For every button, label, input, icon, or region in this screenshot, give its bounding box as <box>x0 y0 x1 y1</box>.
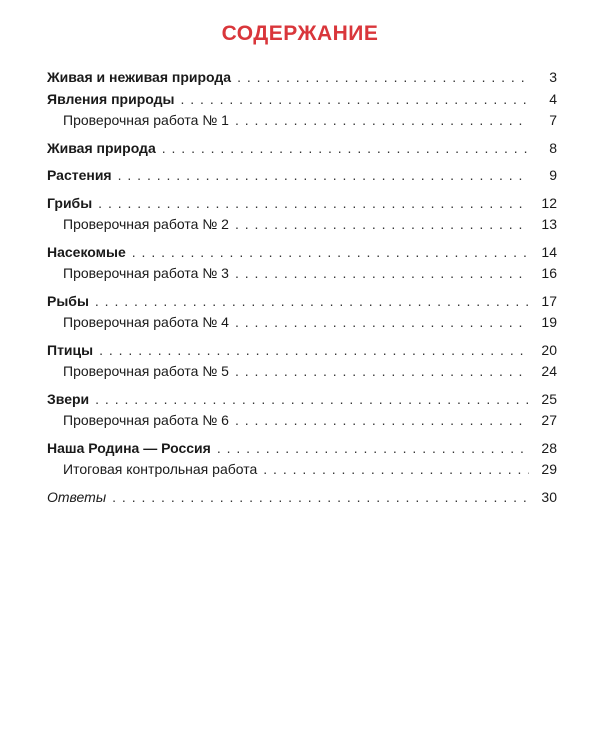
toc-entry[interactable] <box>47 214 557 236</box>
toc-page-number: 25 <box>541 390 557 407</box>
toc-entry-label: Проверочная работа № 1 <box>63 112 229 128</box>
toc-entry[interactable] <box>47 193 557 215</box>
toc-entry[interactable] <box>47 361 557 383</box>
toc-entry[interactable] <box>47 242 557 264</box>
toc-entry-label: Живая природа <box>47 139 156 156</box>
dot-leader <box>235 110 529 132</box>
dot-leader <box>180 89 529 111</box>
dot-leader <box>235 410 529 432</box>
page-title: СОДЕРЖАНИЕ <box>221 22 379 45</box>
toc-entry[interactable] <box>47 291 557 313</box>
toc-entry[interactable] <box>47 487 557 509</box>
toc-entry-label: Явления природы <box>47 90 175 107</box>
toc-page-number: 9 <box>549 167 557 183</box>
toc-entry-label: Звери <box>47 390 90 407</box>
toc-entry-label: Проверочная работа № 4 <box>63 314 229 330</box>
toc-page-number: 4 <box>549 90 557 107</box>
toc-page-number: 19 <box>541 314 557 330</box>
toc-entry[interactable] <box>47 165 557 187</box>
toc-entry-label: Растения <box>47 167 112 183</box>
toc-entry-label: Рыбы <box>47 292 89 309</box>
dot-leader <box>98 193 529 215</box>
toc-entry-label: Наша Родина — Россия <box>47 439 211 456</box>
toc-entry-label: Проверочная работа № 3 <box>63 265 229 281</box>
dot-leader <box>263 459 529 481</box>
dot-leader <box>235 263 529 285</box>
toc-entry-label: Проверочная работа № 2 <box>63 216 229 232</box>
toc-page-number: 8 <box>549 139 557 156</box>
toc-page-number: 29 <box>541 461 557 477</box>
toc-page-number: 14 <box>541 243 557 260</box>
toc-page-number: 27 <box>541 412 557 428</box>
toc-page-number: 7 <box>549 112 557 128</box>
toc-page-number: 24 <box>541 363 557 379</box>
toc-entry[interactable] <box>47 438 557 460</box>
dot-leader <box>235 361 529 383</box>
dot-leader <box>235 214 529 236</box>
toc-entry[interactable] <box>47 459 557 481</box>
toc-entry-label: Насекомые <box>47 243 126 260</box>
dot-leader <box>95 291 529 313</box>
toc-entry[interactable] <box>47 312 557 334</box>
table-of-contents <box>47 67 557 508</box>
toc-entry-label: Итоговая контрольная работа <box>63 461 258 477</box>
toc-page-number: 17 <box>541 292 557 309</box>
toc-page-number: 20 <box>541 341 557 358</box>
toc-entry-label: Проверочная работа № 6 <box>63 412 229 428</box>
toc-entry[interactable] <box>47 67 557 89</box>
dot-leader <box>237 67 529 89</box>
dot-leader <box>99 340 529 362</box>
dot-leader <box>162 138 529 160</box>
toc-page-number: 12 <box>541 194 557 211</box>
toc-entry[interactable] <box>47 89 557 111</box>
toc-entry[interactable] <box>47 138 557 160</box>
toc-entry-label: Птицы <box>47 341 94 358</box>
toc-entry[interactable] <box>47 389 557 411</box>
dot-leader <box>235 312 529 334</box>
toc-page-number: 28 <box>541 439 557 456</box>
dot-leader <box>118 165 529 187</box>
toc-entry-label: Ответы <box>47 488 107 505</box>
toc-entry-label: Живая и неживая природа <box>47 69 232 85</box>
toc-page-number: 3 <box>549 69 557 85</box>
toc-entry[interactable] <box>47 110 557 132</box>
toc-page-number: 13 <box>541 216 557 232</box>
toc-entry[interactable] <box>47 410 557 432</box>
dot-leader <box>132 242 529 264</box>
toc-entry-label: Грибы <box>47 194 93 211</box>
toc-entry-label: Проверочная работа № 5 <box>63 363 229 379</box>
toc-entry[interactable] <box>47 340 557 362</box>
toc-page-number: 30 <box>541 488 557 505</box>
dot-leader <box>217 438 529 460</box>
dot-leader <box>95 389 529 411</box>
toc-page-number: 16 <box>541 265 557 281</box>
dot-leader <box>112 487 529 509</box>
toc-entry[interactable] <box>47 263 557 285</box>
